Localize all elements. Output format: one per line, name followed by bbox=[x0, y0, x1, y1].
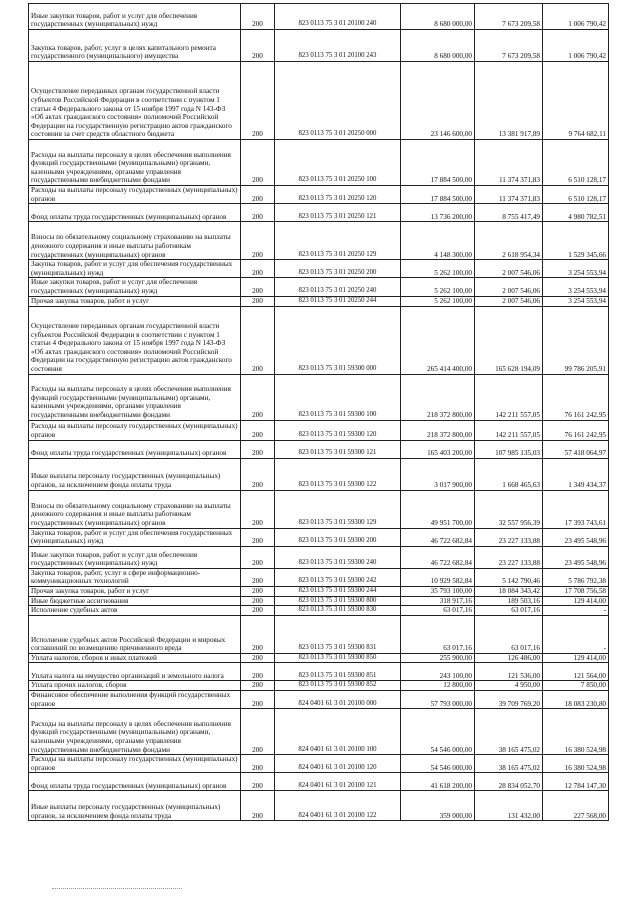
row-line-code-cell: 200 bbox=[241, 260, 275, 278]
row-unexecuted-amount-cell: 3 254 553,94 bbox=[543, 260, 609, 278]
table-body bbox=[29, 4, 609, 821]
table-row bbox=[29, 709, 609, 755]
row-name-cell: Фонд оплаты труда государственных (муниципальных) органов bbox=[29, 204, 241, 222]
row-name-cell: Взносы по обязательному социальному страхованию на выплаты денежного содержания и иные выплаты работникам государственных (муниципальных) органов bbox=[29, 490, 241, 528]
row-executed-amount-cell: 165 628 194,09 bbox=[475, 306, 543, 374]
row-executed-amount-cell: 7 673 209,58 bbox=[475, 30, 543, 62]
row-unexecuted-amount-cell: 17 393 743,61 bbox=[543, 490, 609, 528]
row-line-code-cell: 200 bbox=[241, 140, 275, 186]
row-unexecuted-amount-cell: 12 784 147,30 bbox=[543, 773, 609, 791]
table-row bbox=[29, 528, 609, 546]
row-executed-amount-cell: 126 486,00 bbox=[475, 653, 543, 663]
row-approved-amount-cell: 13 736 200,00 bbox=[401, 204, 475, 222]
row-name-cell: Расходы на выплаты персоналу государственных (муниципальных) органов bbox=[29, 755, 241, 773]
row-classification-code-cell: 823 0113 75 3 01 59300 850 bbox=[275, 653, 401, 663]
row-executed-amount-cell: 28 834 052,70 bbox=[475, 773, 543, 791]
row-approved-amount-cell: 3 017 900,00 bbox=[401, 458, 475, 490]
row-classification-code-cell: 823 0113 75 3 01 59300 830 bbox=[275, 606, 401, 616]
row-approved-amount-cell: 4 148 300,00 bbox=[401, 222, 475, 260]
row-name-cell: Финансовое обеспечение выполнения функций государственных органов bbox=[29, 690, 241, 708]
row-line-code-cell: 200 bbox=[241, 374, 275, 420]
row-unexecuted-amount-cell: 3 254 553,94 bbox=[543, 296, 609, 306]
row-line-code-cell: 200 bbox=[241, 222, 275, 260]
row-unexecuted-amount-cell: - bbox=[543, 615, 609, 653]
row-name-cell: Исполнение судебных актов Российской Федерации и мировых соглашений по возмещению причиненного вреда bbox=[29, 615, 241, 653]
table-row bbox=[29, 663, 609, 681]
table-row bbox=[29, 278, 609, 296]
row-unexecuted-amount-cell: - bbox=[543, 606, 609, 616]
row-line-code-cell: 200 bbox=[241, 709, 275, 755]
row-name-cell: Иные закупки товаров, работ и услуг для обеспечения государственных (муниципальных) нужд bbox=[29, 278, 241, 296]
row-classification-code-cell: 823 0113 75 3 01 20250 244 bbox=[275, 296, 401, 306]
row-executed-amount-cell: 63 017,16 bbox=[475, 606, 543, 616]
row-name-cell: Закупка товаров, работ и услуг для обеспечения государственных (муниципальных) нужд bbox=[29, 528, 241, 546]
row-classification-code-cell: 824 0401 61 3 01 20100 120 bbox=[275, 755, 401, 773]
row-classification-code-cell: 824 0401 61 3 01 20100 000 bbox=[275, 690, 401, 708]
row-classification-code-cell: 823 0113 75 3 01 20250 100 bbox=[275, 140, 401, 186]
row-classification-code-cell: 823 0113 75 3 01 59300 122 bbox=[275, 458, 401, 490]
row-name-cell: Прочая закупка товаров, работ и услуг bbox=[29, 296, 241, 306]
row-executed-amount-cell: 2 007 546,06 bbox=[475, 260, 543, 278]
row-line-code-cell: 200 bbox=[241, 596, 275, 606]
table-row bbox=[29, 30, 609, 62]
table-row bbox=[29, 4, 609, 30]
row-line-code-cell: 200 bbox=[241, 62, 275, 140]
row-unexecuted-amount-cell: 4 980 782,51 bbox=[543, 204, 609, 222]
row-unexecuted-amount-cell: 3 254 553,94 bbox=[543, 278, 609, 296]
row-line-code-cell: 200 bbox=[241, 278, 275, 296]
row-classification-code-cell: 823 0113 75 3 01 20250 120 bbox=[275, 186, 401, 204]
row-executed-amount-cell: 7 673 209,58 bbox=[475, 4, 543, 30]
row-line-code-cell: 200 bbox=[241, 546, 275, 568]
row-unexecuted-amount-cell: 76 161 242,95 bbox=[543, 374, 609, 420]
row-executed-amount-cell: 23 227 133,88 bbox=[475, 528, 543, 546]
row-approved-amount-cell: 17 884 500,00 bbox=[401, 186, 475, 204]
row-unexecuted-amount-cell: 57 418 064,97 bbox=[543, 440, 609, 458]
row-name-cell: Уплата налога на имущество организаций и земельного налога bbox=[29, 663, 241, 681]
row-line-code-cell: 200 bbox=[241, 490, 275, 528]
table-row bbox=[29, 791, 609, 821]
row-line-code-cell: 200 bbox=[241, 204, 275, 222]
row-classification-code-cell: 823 0113 75 3 01 20250 000 bbox=[275, 62, 401, 140]
row-unexecuted-amount-cell: 99 786 205,91 bbox=[543, 306, 609, 374]
row-name-cell: Осуществление переданных органам государственной власти субъектов Российской Федерации в соответствии с пунктом 1 статьи 4 Федерального закона от 15 ноября 1997 года N 143-ФЗ «Об актах гражданского состояния» полномочий Российской Федерации на государственную регистрацию актов гражданского состояния за счет средств областного бюджета bbox=[29, 62, 241, 140]
row-unexecuted-amount-cell: 9 764 682,11 bbox=[543, 62, 609, 140]
row-approved-amount-cell: 243 100,00 bbox=[401, 663, 475, 681]
row-classification-code-cell: 823 0113 75 3 01 20100 243 bbox=[275, 30, 401, 62]
table-row bbox=[29, 490, 609, 528]
row-line-code-cell: 200 bbox=[241, 606, 275, 616]
row-line-code-cell: 200 bbox=[241, 653, 275, 663]
row-approved-amount-cell: 359 000,00 bbox=[401, 791, 475, 821]
row-name-cell: Расходы на выплаты персоналу государственных (муниципальных) органов bbox=[29, 420, 241, 440]
table-row bbox=[29, 62, 609, 140]
row-classification-code-cell: 823 0113 75 3 01 59300 852 bbox=[275, 681, 401, 691]
row-line-code-cell: 200 bbox=[241, 663, 275, 681]
table-row bbox=[29, 374, 609, 420]
row-line-code-cell: 200 bbox=[241, 568, 275, 586]
table-row bbox=[29, 681, 609, 691]
table-row bbox=[29, 440, 609, 458]
row-unexecuted-amount-cell: 16 380 524,98 bbox=[543, 709, 609, 755]
table-row bbox=[29, 586, 609, 596]
table-row bbox=[29, 568, 609, 586]
row-line-code-cell: 200 bbox=[241, 690, 275, 708]
row-classification-code-cell: 823 0113 75 3 01 20250 200 bbox=[275, 260, 401, 278]
row-line-code-cell: 200 bbox=[241, 586, 275, 596]
row-executed-amount-cell: 23 227 133,88 bbox=[475, 546, 543, 568]
row-approved-amount-cell: 8 680 000,00 bbox=[401, 4, 475, 30]
row-approved-amount-cell: 265 414 400,00 bbox=[401, 306, 475, 374]
footer-divider bbox=[52, 888, 182, 889]
row-approved-amount-cell: 57 793 000,00 bbox=[401, 690, 475, 708]
row-executed-amount-cell: 39 709 769,20 bbox=[475, 690, 543, 708]
row-approved-amount-cell: 41 618 200,00 bbox=[401, 773, 475, 791]
table-row bbox=[29, 296, 609, 306]
row-unexecuted-amount-cell: 5 786 792,38 bbox=[543, 568, 609, 586]
row-classification-code-cell: 823 0113 75 3 01 59300 129 bbox=[275, 490, 401, 528]
row-unexecuted-amount-cell: 227 568,00 bbox=[543, 791, 609, 821]
table-row bbox=[29, 606, 609, 616]
table-row bbox=[29, 653, 609, 663]
table-row bbox=[29, 755, 609, 773]
row-executed-amount-cell: 18 084 343,42 bbox=[475, 586, 543, 596]
row-classification-code-cell: 823 0113 75 3 01 59300 244 bbox=[275, 586, 401, 596]
row-approved-amount-cell: 46 722 682,84 bbox=[401, 528, 475, 546]
row-unexecuted-amount-cell: 76 161 242,95 bbox=[543, 420, 609, 440]
table-row bbox=[29, 140, 609, 186]
row-approved-amount-cell: 255 900,00 bbox=[401, 653, 475, 663]
table-row bbox=[29, 690, 609, 708]
row-name-cell: Расходы на выплаты персоналу в целях обеспечения выполнения функций государственными (муниципальными) органами, казенными учреждениями, органами управления государственными внебюджетными фондами bbox=[29, 374, 241, 420]
row-unexecuted-amount-cell: 1 529 345,66 bbox=[543, 222, 609, 260]
row-executed-amount-cell: 2 618 954,34 bbox=[475, 222, 543, 260]
row-executed-amount-cell: 4 950,00 bbox=[475, 681, 543, 691]
row-name-cell: Расходы на выплаты персоналу государственных (муниципальных) органов bbox=[29, 186, 241, 204]
row-approved-amount-cell: 318 917,16 bbox=[401, 596, 475, 606]
row-name-cell: Иные закупки товаров, работ и услуг для обеспечения государственных (муниципальных) нужд bbox=[29, 4, 241, 30]
row-approved-amount-cell: 63 017,16 bbox=[401, 615, 475, 653]
row-name-cell: Иные бюджетные ассигнования bbox=[29, 596, 241, 606]
table-row bbox=[29, 222, 609, 260]
row-unexecuted-amount-cell: 129 414,00 bbox=[543, 596, 609, 606]
row-unexecuted-amount-cell: 1 349 434,37 bbox=[543, 458, 609, 490]
row-approved-amount-cell: 5 262 100,00 bbox=[401, 278, 475, 296]
row-unexecuted-amount-cell: 16 380 524,98 bbox=[543, 755, 609, 773]
row-executed-amount-cell: 11 374 371,83 bbox=[475, 140, 543, 186]
row-executed-amount-cell: 142 211 557,05 bbox=[475, 420, 543, 440]
row-line-code-cell: 200 bbox=[241, 791, 275, 821]
row-classification-code-cell: 823 0113 75 3 01 59300 100 bbox=[275, 374, 401, 420]
row-executed-amount-cell: 13 381 917,89 bbox=[475, 62, 543, 140]
row-line-code-cell: 200 bbox=[241, 30, 275, 62]
row-classification-code-cell: 824 0401 61 3 01 20100 100 bbox=[275, 709, 401, 755]
row-line-code-cell: 200 bbox=[241, 186, 275, 204]
row-classification-code-cell: 823 0113 75 3 01 20250 240 bbox=[275, 278, 401, 296]
row-name-cell: Закупка товаров, работ, услуг в сфере информационно-коммуникационных технологий bbox=[29, 568, 241, 586]
row-name-cell: Уплата прочих налогов, сборов bbox=[29, 681, 241, 691]
row-unexecuted-amount-cell: 6 510 128,17 bbox=[543, 186, 609, 204]
row-classification-code-cell: 823 0113 75 3 01 20250 121 bbox=[275, 204, 401, 222]
row-approved-amount-cell: 35 793 100,00 bbox=[401, 586, 475, 596]
row-approved-amount-cell: 12 800,00 bbox=[401, 681, 475, 691]
row-approved-amount-cell: 49 951 700,00 bbox=[401, 490, 475, 528]
row-line-code-cell: 200 bbox=[241, 615, 275, 653]
row-name-cell: Взносы по обязательному социальному страхованию на выплаты денежного содержания и иные выплаты работникам государственных (муниципальных) органов bbox=[29, 222, 241, 260]
row-approved-amount-cell: 5 262 100,00 bbox=[401, 296, 475, 306]
table-row bbox=[29, 458, 609, 490]
row-approved-amount-cell: 46 722 682,84 bbox=[401, 546, 475, 568]
row-approved-amount-cell: 165 403 200,00 bbox=[401, 440, 475, 458]
row-unexecuted-amount-cell: 121 564,00 bbox=[543, 663, 609, 681]
row-unexecuted-amount-cell: 1 006 790,42 bbox=[543, 4, 609, 30]
row-unexecuted-amount-cell: 23 495 548,96 bbox=[543, 528, 609, 546]
row-classification-code-cell: 823 0113 75 3 01 59300 200 bbox=[275, 528, 401, 546]
table-row bbox=[29, 420, 609, 440]
row-approved-amount-cell: 10 929 582,84 bbox=[401, 568, 475, 586]
row-unexecuted-amount-cell: 1 006 790,42 bbox=[543, 30, 609, 62]
row-line-code-cell: 200 bbox=[241, 420, 275, 440]
row-classification-code-cell: 823 0113 75 3 01 59300 242 bbox=[275, 568, 401, 586]
table-row bbox=[29, 773, 609, 791]
row-executed-amount-cell: 11 374 371,83 bbox=[475, 186, 543, 204]
row-name-cell: Прочая закупка товаров, работ и услуг bbox=[29, 586, 241, 596]
table-row bbox=[29, 546, 609, 568]
table-row bbox=[29, 615, 609, 653]
row-name-cell: Закупка товаров, работ, услуг в целях капитального ремонта государственного (муниципального) имущества bbox=[29, 30, 241, 62]
row-classification-code-cell: 823 0113 75 3 01 59300 000 bbox=[275, 306, 401, 374]
table-row bbox=[29, 306, 609, 374]
row-classification-code-cell: 823 0113 75 3 01 59300 851 bbox=[275, 663, 401, 681]
row-name-cell: Уплата налогов, сборов и иных платежей bbox=[29, 653, 241, 663]
row-classification-code-cell: 823 0113 75 3 01 20100 240 bbox=[275, 4, 401, 30]
row-approved-amount-cell: 54 546 000,00 bbox=[401, 755, 475, 773]
row-executed-amount-cell: 38 165 475,02 bbox=[475, 755, 543, 773]
row-classification-code-cell: 823 0113 75 3 01 59300 800 bbox=[275, 596, 401, 606]
row-unexecuted-amount-cell: 129 414,00 bbox=[543, 653, 609, 663]
row-executed-amount-cell: 2 007 546,06 bbox=[475, 296, 543, 306]
row-unexecuted-amount-cell: 23 495 548,96 bbox=[543, 546, 609, 568]
row-executed-amount-cell: 8 755 417,49 bbox=[475, 204, 543, 222]
row-classification-code-cell: 823 0113 75 3 01 59300 240 bbox=[275, 546, 401, 568]
row-executed-amount-cell: 131 432,00 bbox=[475, 791, 543, 821]
row-approved-amount-cell: 23 146 600,00 bbox=[401, 62, 475, 140]
row-name-cell: Иные выплаты персоналу государственных (муниципальных) органов, за исключением фонда оплаты труда bbox=[29, 458, 241, 490]
row-line-code-cell: 200 bbox=[241, 528, 275, 546]
row-unexecuted-amount-cell: 18 083 230,80 bbox=[543, 690, 609, 708]
row-approved-amount-cell: 54 546 000,00 bbox=[401, 709, 475, 755]
row-executed-amount-cell: 1 668 465,63 bbox=[475, 458, 543, 490]
row-approved-amount-cell: 218 372 800,00 bbox=[401, 420, 475, 440]
row-name-cell: Иные закупки товаров, работ и услуг для обеспечения государственных (муниципальных) нужд bbox=[29, 546, 241, 568]
row-line-code-cell: 200 bbox=[241, 773, 275, 791]
row-approved-amount-cell: 63 017,16 bbox=[401, 606, 475, 616]
row-unexecuted-amount-cell: 6 510 128,17 bbox=[543, 140, 609, 186]
row-unexecuted-amount-cell: 7 850,00 bbox=[543, 681, 609, 691]
row-name-cell: Фонд оплаты труда государственных (муниципальных) органов bbox=[29, 773, 241, 791]
row-executed-amount-cell: 63 017,16 bbox=[475, 615, 543, 653]
row-executed-amount-cell: 5 142 790,46 bbox=[475, 568, 543, 586]
row-name-cell: Фонд оплаты труда государственных (муниципальных) органов bbox=[29, 440, 241, 458]
row-executed-amount-cell: 38 165 475,02 bbox=[475, 709, 543, 755]
row-line-code-cell: 200 bbox=[241, 296, 275, 306]
row-executed-amount-cell: 142 211 557,05 bbox=[475, 374, 543, 420]
row-classification-code-cell: 823 0113 75 3 01 59300 121 bbox=[275, 440, 401, 458]
row-line-code-cell: 200 bbox=[241, 4, 275, 30]
row-name-cell: Иные выплаты персоналу государственных (муниципальных) органов, за исключением фонда оплаты труда bbox=[29, 791, 241, 821]
row-unexecuted-amount-cell: 17 708 756,58 bbox=[543, 586, 609, 596]
row-approved-amount-cell: 17 884 500,00 bbox=[401, 140, 475, 186]
row-name-cell: Расходы на выплаты персоналу в целях обеспечения выполнения функций государственными (муниципальными) органами, казенными учреждениями, органами управления государственными внебюджетными фондами bbox=[29, 140, 241, 186]
row-executed-amount-cell: 32 557 956,39 bbox=[475, 490, 543, 528]
budget-execution-table bbox=[28, 3, 609, 821]
row-executed-amount-cell: 2 007 546,06 bbox=[475, 278, 543, 296]
row-line-code-cell: 200 bbox=[241, 458, 275, 490]
row-name-cell: Исполнение судебных актов bbox=[29, 606, 241, 616]
row-classification-code-cell: 824 0401 61 3 01 20100 122 bbox=[275, 791, 401, 821]
row-classification-code-cell: 823 0113 75 3 01 59300 831 bbox=[275, 615, 401, 653]
table-row bbox=[29, 204, 609, 222]
row-approved-amount-cell: 5 262 100,00 bbox=[401, 260, 475, 278]
table-row bbox=[29, 186, 609, 204]
row-executed-amount-cell: 107 985 135,03 bbox=[475, 440, 543, 458]
row-classification-code-cell: 823 0113 75 3 01 20250 129 bbox=[275, 222, 401, 260]
row-executed-amount-cell: 121 536,00 bbox=[475, 663, 543, 681]
row-classification-code-cell: 824 0401 61 3 01 20100 121 bbox=[275, 773, 401, 791]
table-row bbox=[29, 596, 609, 606]
table-row bbox=[29, 260, 609, 278]
row-line-code-cell: 200 bbox=[241, 306, 275, 374]
row-line-code-cell: 200 bbox=[241, 681, 275, 691]
row-executed-amount-cell: 189 503,16 bbox=[475, 596, 543, 606]
row-approved-amount-cell: 8 680 000,00 bbox=[401, 30, 475, 62]
row-classification-code-cell: 823 0113 75 3 01 59300 120 bbox=[275, 420, 401, 440]
row-line-code-cell: 200 bbox=[241, 440, 275, 458]
row-name-cell: Расходы на выплаты персоналу в целях обеспечения выполнения функций государственными (муниципальными) органами, казенными учреждениями, органами управления государственными внебюджетными фондами bbox=[29, 709, 241, 755]
row-name-cell: Закупка товаров, работ и услуг для обеспечения государственных (муниципальных) нужд bbox=[29, 260, 241, 278]
row-approved-amount-cell: 218 372 800,00 bbox=[401, 374, 475, 420]
row-name-cell: Осуществление переданных органам государственной власти субъектов Российской Федерации в соответствии с пунктом 1 статьи 4 Федерального закона от 15 ноября 1997 года N 143-ФЗ «Об актах гражданского состояния» полномочий Российской Федерации на государственную регистрацию актов гражданского состояния bbox=[29, 306, 241, 374]
row-line-code-cell: 200 bbox=[241, 755, 275, 773]
